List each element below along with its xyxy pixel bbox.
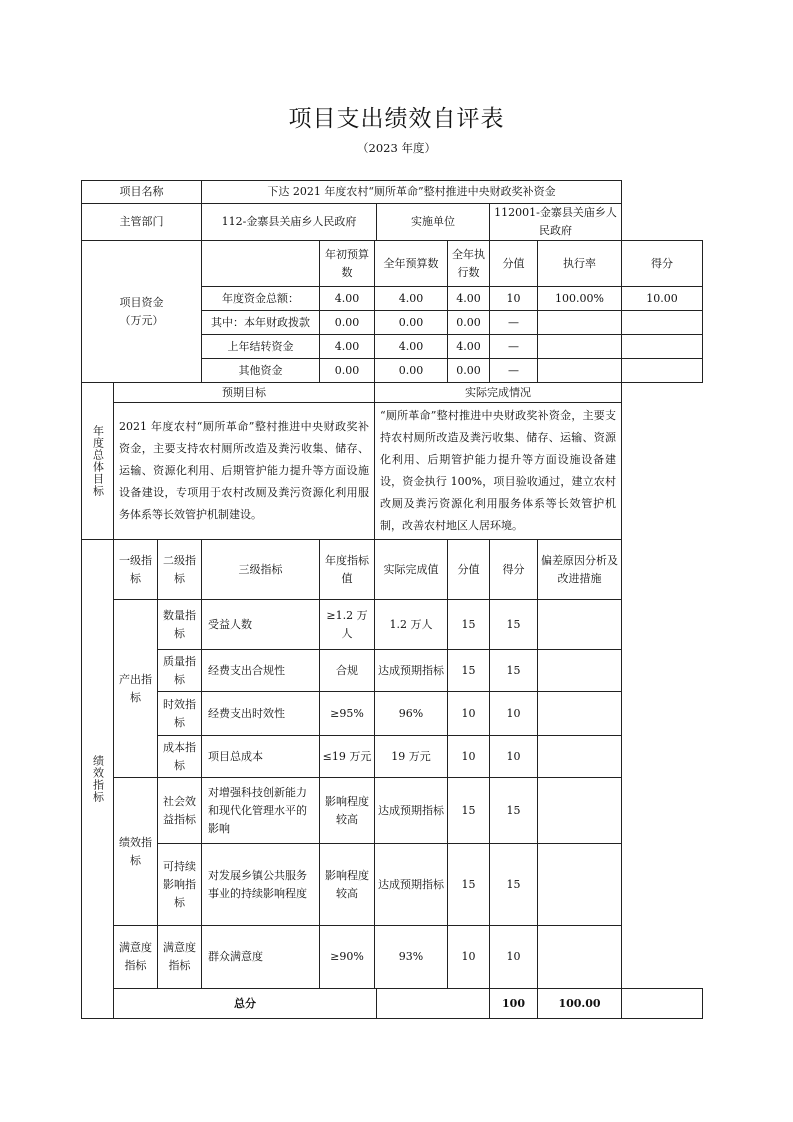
indicator-level2: 可持续影响指标 — [158, 844, 202, 926]
project-name-label: 项目名称 — [82, 181, 202, 204]
expected-goal-header: 预期目标 — [114, 383, 375, 403]
header-target: 年度指标值 — [320, 540, 375, 600]
indicator-target: ≥1.2 万人 — [320, 600, 375, 650]
funds-header-blank — [202, 241, 320, 287]
indicator-actual: 19 万元 — [375, 736, 448, 778]
funds-row-label: 其他资金 — [202, 359, 320, 383]
indicator-level3: 对增强科技创新能力和现代化管理水平的影响 — [202, 778, 320, 844]
indicator-deviation — [538, 600, 622, 650]
funds-row-rate — [538, 311, 622, 335]
indicator-target: 影响程度较高 — [320, 844, 375, 926]
indicator-actual: 达成预期指标 — [375, 844, 448, 926]
funds-row-rate — [538, 359, 622, 383]
total-label: 总分 — [114, 989, 377, 1019]
indicator-target: 影响程度较高 — [320, 778, 375, 844]
funds-row-executed: 0.00 — [448, 359, 490, 383]
indicator-level2: 社会效益指标 — [158, 778, 202, 844]
funds-row-score-value: — — [490, 359, 538, 383]
funds-row-initial: 0.00 — [320, 359, 375, 383]
indicator-score-value: 15 — [448, 844, 490, 926]
funds-row-initial: 4.00 — [320, 335, 375, 359]
indicator-actual: 达成预期指标 — [375, 778, 448, 844]
indicator-level2: 数量指标 — [158, 600, 202, 650]
indicator-level2: 成本指标 — [158, 736, 202, 778]
header-actual: 实际完成值 — [375, 540, 448, 600]
indicator-level1: 绩效指标 — [114, 778, 158, 926]
indicator-score: 10 — [490, 926, 538, 989]
expected-goal-text: 2021 年度农村“厕所革命”整村推进中央财政奖补资金，主要支持农村厕所改造及粪污收集、储存、运输、资源化利用、后期管护能力提升等方面设施设备建设，专项用于农村改厕及粪污资源化利用服务体系等长效管护机制建设。 — [114, 403, 375, 540]
indicators-label-text: 绩效指标 — [91, 755, 105, 803]
header-score: 得分 — [490, 540, 538, 600]
funds-row-score-value: 10 — [490, 287, 538, 311]
indicator-score: 15 — [490, 650, 538, 692]
funds-row-annual: 4.00 — [375, 287, 448, 311]
funds-label-line2: （万元） — [119, 313, 164, 327]
indicator-target: 合规 — [320, 650, 375, 692]
indicator-score: 15 — [490, 844, 538, 926]
header-level3: 三级指标 — [202, 540, 320, 600]
funds-row-annual: 0.00 — [375, 359, 448, 383]
indicator-level1: 满意度指标 — [114, 926, 158, 989]
header-level1: 一级指标 — [114, 540, 158, 600]
funds-row-score — [622, 359, 703, 383]
indicator-actual: 96% — [375, 692, 448, 736]
funds-row-score-value: — — [490, 311, 538, 335]
indicator-actual: 达成预期指标 — [375, 650, 448, 692]
funds-header-initial: 年初预算数 — [320, 241, 375, 287]
funds-row-label: 其中：本年财政拨款 — [202, 311, 320, 335]
indicator-level2: 时效指标 — [158, 692, 202, 736]
project-name: 下达 2021 年度农村“厕所革命”整村推进中央财政奖补资金 — [202, 181, 622, 204]
indicator-target: ≥90% — [320, 926, 375, 989]
indicator-score-value: 10 — [448, 692, 490, 736]
indicator-deviation — [538, 844, 622, 926]
funds-row-label: 上年结转资金 — [202, 335, 320, 359]
funds-row-label: 年度资金总额： — [202, 287, 320, 311]
indicator-deviation — [538, 650, 622, 692]
indicator-target: ≤19 万元 — [320, 736, 375, 778]
funds-row-rate — [538, 335, 622, 359]
indicator-deviation — [538, 926, 622, 989]
indicator-level3: 对发展乡镇公共服务事业的持续影响程度 — [202, 844, 320, 926]
funds-row-score: 10.00 — [622, 287, 703, 311]
funds-row-initial: 4.00 — [320, 287, 375, 311]
funds-row-executed: 4.00 — [448, 335, 490, 359]
indicator-level1: 产出指标 — [114, 600, 158, 778]
page-subtitle: （2023 年度） — [357, 141, 436, 155]
indicator-score: 15 — [490, 600, 538, 650]
actual-result-header: 实际完成情况 — [375, 383, 622, 403]
indicator-deviation — [538, 692, 622, 736]
dept-label: 主管部门 — [82, 204, 202, 241]
indicator-score: 10 — [490, 692, 538, 736]
total-blank — [377, 989, 490, 1019]
funds-row-executed: 4.00 — [448, 287, 490, 311]
indicator-score: 10 — [490, 736, 538, 778]
header-score-value: 分值 — [448, 540, 490, 600]
indicator-level2: 质量指标 — [158, 650, 202, 692]
funds-row-annual: 4.00 — [375, 335, 448, 359]
indicator-score-value: 10 — [448, 736, 490, 778]
self-evaluation-table — [81, 180, 703, 1019]
indicator-actual: 1.2 万人 — [375, 600, 448, 650]
funds-header-score-value: 分值 — [490, 241, 538, 287]
funds-row-annual: 0.00 — [375, 311, 448, 335]
dept-value: 112-金寨县关庙乡人民政府 — [202, 204, 377, 241]
indicator-score-value: 15 — [448, 778, 490, 844]
funds-row-score — [622, 335, 703, 359]
indicator-level3: 项目总成本 — [202, 736, 320, 778]
indicator-score-value: 10 — [448, 926, 490, 989]
funds-row-rate: 100.00% — [538, 287, 622, 311]
total-deviation — [622, 989, 703, 1019]
indicator-score-value: 15 — [448, 650, 490, 692]
indicator-level3: 经费支出时效性 — [202, 692, 320, 736]
indicator-score: 15 — [490, 778, 538, 844]
total-score: 100.00 — [538, 989, 622, 1019]
unit-value: 112001-金寨县关庙乡人民政府 — [490, 204, 622, 241]
indicator-actual: 93% — [375, 926, 448, 989]
funds-row-initial: 0.00 — [320, 311, 375, 335]
header-deviation: 偏差原因分析及改进措施 — [538, 540, 622, 600]
actual-result-text: “厕所革命”整村推进中央财政奖补资金，主要支持农村厕所改造及粪污收集、储存、运输、资源化利用、后期管护能力提升等方面设施设备建设，资金执行 100%，项目验收通过，建立农村改厕及粪污资源化利用服务体系等长效管护机制，改善农村地区人居环境。 — [375, 403, 622, 540]
indicator-level2: 满意度指标 — [158, 926, 202, 989]
funds-row-score-value: — — [490, 335, 538, 359]
goals-label-text: 年度总体目标 — [91, 425, 105, 497]
header-level2: 二级指标 — [158, 540, 202, 600]
unit-label: 实施单位 — [377, 204, 490, 241]
funds-label — [82, 241, 202, 383]
funds-row-score — [622, 311, 703, 335]
funds-header-executed: 全年执行数 — [448, 241, 490, 287]
indicator-deviation — [538, 778, 622, 844]
funds-row-executed: 0.00 — [448, 311, 490, 335]
page-title: 项目支出绩效自评表 — [288, 106, 505, 132]
funds-header-rate: 执行率 — [538, 241, 622, 287]
goals-label — [82, 383, 114, 540]
indicators-label — [82, 540, 114, 1019]
indicator-target: ≥95% — [320, 692, 375, 736]
indicator-level3: 经费支出合规性 — [202, 650, 320, 692]
indicator-level3: 受益人数 — [202, 600, 320, 650]
funds-header-annual: 全年预算数 — [375, 241, 448, 287]
indicator-level3: 群众满意度 — [202, 926, 320, 989]
funds-header-score: 得分 — [622, 241, 703, 287]
funds-label-line1: 项目资金 — [119, 295, 164, 309]
indicator-deviation — [538, 736, 622, 778]
total-score-value: 100 — [490, 989, 538, 1019]
indicator-score-value: 15 — [448, 600, 490, 650]
